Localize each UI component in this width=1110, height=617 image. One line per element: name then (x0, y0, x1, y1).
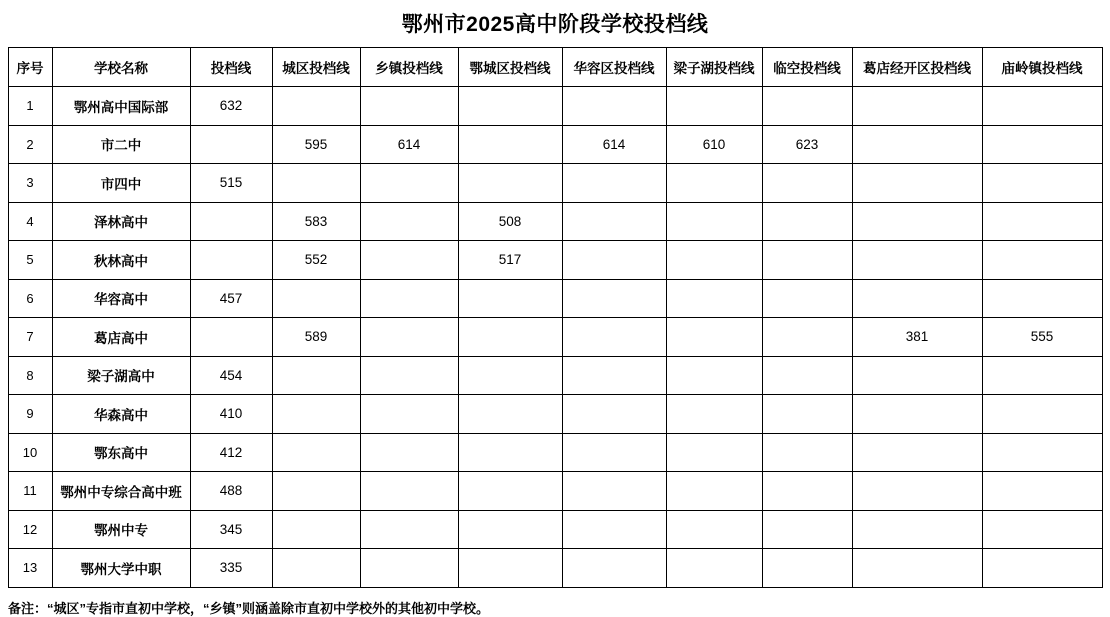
cell-gedian (852, 472, 982, 511)
cell-linkong (762, 318, 852, 357)
row-school-name: 鄂州中专综合高中班 (52, 472, 190, 511)
row-index: 8 (8, 356, 52, 395)
cell-liangzihu (666, 395, 762, 434)
cell-township (360, 279, 458, 318)
cell-huarong: 614 (562, 125, 666, 164)
cell-liangzihu (666, 202, 762, 241)
cell-score: 454 (190, 356, 272, 395)
cell-township (360, 433, 458, 472)
cell-miaoling (982, 472, 1102, 511)
cell-score: 410 (190, 395, 272, 434)
cell-urban (272, 433, 360, 472)
cell-urban: 589 (272, 318, 360, 357)
row-index: 3 (8, 164, 52, 203)
column-header-urban: 城区投档线 (272, 48, 360, 87)
table-header-row (8, 48, 1102, 87)
cell-township (360, 395, 458, 434)
table-row (8, 472, 1102, 511)
cell-score: 457 (190, 279, 272, 318)
cell-linkong (762, 549, 852, 588)
cell-urban (272, 356, 360, 395)
table-row (8, 318, 1102, 357)
cell-gedian (852, 202, 982, 241)
row-school-name: 华容高中 (52, 279, 190, 318)
cell-miaoling (982, 395, 1102, 434)
cell-urban (272, 87, 360, 126)
cell-township (360, 241, 458, 280)
table-row (8, 202, 1102, 241)
cell-linkong (762, 472, 852, 511)
column-header-index: 序号 (8, 48, 52, 87)
cell-echeng (458, 279, 562, 318)
cell-township (360, 87, 458, 126)
cell-urban (272, 279, 360, 318)
cell-linkong (762, 510, 852, 549)
row-index: 5 (8, 241, 52, 280)
cell-miaoling (982, 125, 1102, 164)
cell-township (360, 164, 458, 203)
cell-huarong (562, 472, 666, 511)
cell-township (360, 356, 458, 395)
cell-score: 412 (190, 433, 272, 472)
table-row (8, 164, 1102, 203)
cell-huarong (562, 510, 666, 549)
cell-score (190, 241, 272, 280)
row-school-name: 鄂州大学中职 (52, 549, 190, 588)
table-row (8, 87, 1102, 126)
row-school-name: 市四中 (52, 164, 190, 203)
cell-echeng (458, 510, 562, 549)
row-index: 1 (8, 87, 52, 126)
cell-huarong (562, 356, 666, 395)
cell-huarong (562, 395, 666, 434)
cell-township (360, 472, 458, 511)
cell-township (360, 549, 458, 588)
cell-urban: 552 (272, 241, 360, 280)
cell-echeng (458, 87, 562, 126)
cell-urban (272, 510, 360, 549)
cell-miaoling (982, 549, 1102, 588)
row-index: 6 (8, 279, 52, 318)
cell-huarong (562, 549, 666, 588)
cell-liangzihu: 610 (666, 125, 762, 164)
cell-miaoling (982, 164, 1102, 203)
table-header (8, 48, 1102, 87)
cell-linkong: 623 (762, 125, 852, 164)
row-school-name: 葛店高中 (52, 318, 190, 357)
cell-linkong (762, 279, 852, 318)
column-header-township: 乡镇投档线 (360, 48, 458, 87)
cell-miaoling (982, 202, 1102, 241)
row-school-name: 市二中 (52, 125, 190, 164)
cell-liangzihu (666, 318, 762, 357)
cell-huarong (562, 241, 666, 280)
row-school-name: 鄂东高中 (52, 433, 190, 472)
cell-score: 632 (190, 87, 272, 126)
cell-echeng (458, 433, 562, 472)
cell-gedian (852, 125, 982, 164)
cell-gedian (852, 279, 982, 318)
column-header-school: 学校名称 (52, 48, 190, 87)
cell-township (360, 510, 458, 549)
cell-liangzihu (666, 164, 762, 203)
row-school-name: 秋林高中 (52, 241, 190, 280)
table-row (8, 125, 1102, 164)
cell-echeng (458, 125, 562, 164)
cell-echeng (458, 472, 562, 511)
cell-miaoling (982, 241, 1102, 280)
table-row (8, 241, 1102, 280)
table-row (8, 549, 1102, 588)
cell-gedian (852, 356, 982, 395)
cell-liangzihu (666, 241, 762, 280)
column-header-liangzihu: 梁子湖投档线 (666, 48, 762, 87)
cell-gedian (852, 549, 982, 588)
table-row (8, 356, 1102, 395)
cell-miaoling (982, 87, 1102, 126)
cell-township: 614 (360, 125, 458, 164)
cell-echeng (458, 164, 562, 203)
row-index: 13 (8, 549, 52, 588)
table-footnote: 备注：“城区”专指市直初中学校，“乡镇”则涵盖除市直初中学校外的其他初中学校。 (8, 600, 490, 616)
cell-echeng (458, 395, 562, 434)
column-header-echeng: 鄂城区投档线 (458, 48, 562, 87)
cell-score (190, 318, 272, 357)
cell-score (190, 202, 272, 241)
cell-score: 345 (190, 510, 272, 549)
column-header-gedian: 葛店经开区投档线 (852, 48, 982, 87)
column-header-miaoling: 庙岭镇投档线 (982, 48, 1102, 87)
table-row (8, 510, 1102, 549)
row-index: 2 (8, 125, 52, 164)
cell-liangzihu (666, 279, 762, 318)
cell-linkong (762, 395, 852, 434)
row-school-name: 鄂州中专 (52, 510, 190, 549)
cell-liangzihu (666, 549, 762, 588)
cell-linkong (762, 356, 852, 395)
cell-miaoling (982, 433, 1102, 472)
cell-huarong (562, 202, 666, 241)
row-index: 11 (8, 472, 52, 511)
cell-linkong (762, 164, 852, 203)
cell-miaoling (982, 510, 1102, 549)
page-title: 鄂州市2025高中阶段学校投档线 (401, 13, 709, 36)
cell-urban (272, 164, 360, 203)
cell-gedian (852, 433, 982, 472)
cell-urban (272, 549, 360, 588)
table-row (8, 433, 1102, 472)
cell-huarong (562, 164, 666, 203)
row-index: 12 (8, 510, 52, 549)
cell-huarong (562, 318, 666, 357)
cell-linkong (762, 241, 852, 280)
row-school-name: 泽林高中 (52, 202, 190, 241)
row-index: 7 (8, 318, 52, 357)
cell-gedian (852, 87, 982, 126)
cell-liangzihu (666, 356, 762, 395)
column-header-score: 投档线 (190, 48, 272, 87)
cell-linkong (762, 433, 852, 472)
cell-liangzihu (666, 510, 762, 549)
cell-urban: 583 (272, 202, 360, 241)
column-header-huarong: 华容区投档线 (562, 48, 666, 87)
cell-gedian (852, 164, 982, 203)
cell-huarong (562, 87, 666, 126)
cell-gedian (852, 395, 982, 434)
cell-liangzihu (666, 433, 762, 472)
cell-miaoling (982, 356, 1102, 395)
table-row (8, 279, 1102, 318)
admission-score-table (8, 47, 1103, 588)
row-index: 4 (8, 202, 52, 241)
cell-urban (272, 395, 360, 434)
cell-echeng: 517 (458, 241, 562, 280)
cell-echeng (458, 549, 562, 588)
cell-echeng (458, 318, 562, 357)
cell-linkong (762, 87, 852, 126)
table-body (8, 87, 1102, 588)
cell-miaoling (982, 279, 1102, 318)
cell-score: 335 (190, 549, 272, 588)
row-school-name: 华森高中 (52, 395, 190, 434)
cell-miaoling: 555 (982, 318, 1102, 357)
cell-gedian: 381 (852, 318, 982, 357)
cell-liangzihu (666, 472, 762, 511)
cell-liangzihu (666, 87, 762, 126)
cell-gedian (852, 510, 982, 549)
row-index: 9 (8, 395, 52, 434)
cell-echeng: 508 (458, 202, 562, 241)
row-school-name: 梁子湖高中 (52, 356, 190, 395)
row-index: 10 (8, 433, 52, 472)
cell-urban (272, 472, 360, 511)
cell-gedian (852, 241, 982, 280)
cell-score: 515 (190, 164, 272, 203)
cell-score (190, 125, 272, 164)
cell-huarong (562, 433, 666, 472)
cell-linkong (762, 202, 852, 241)
cell-urban: 595 (272, 125, 360, 164)
cell-score: 488 (190, 472, 272, 511)
row-school-name: 鄂州高中国际部 (52, 87, 190, 126)
cell-township (360, 202, 458, 241)
column-header-linkong: 临空投档线 (762, 48, 852, 87)
cell-huarong (562, 279, 666, 318)
cell-echeng (458, 356, 562, 395)
cell-township (360, 318, 458, 357)
table-row (8, 395, 1102, 434)
